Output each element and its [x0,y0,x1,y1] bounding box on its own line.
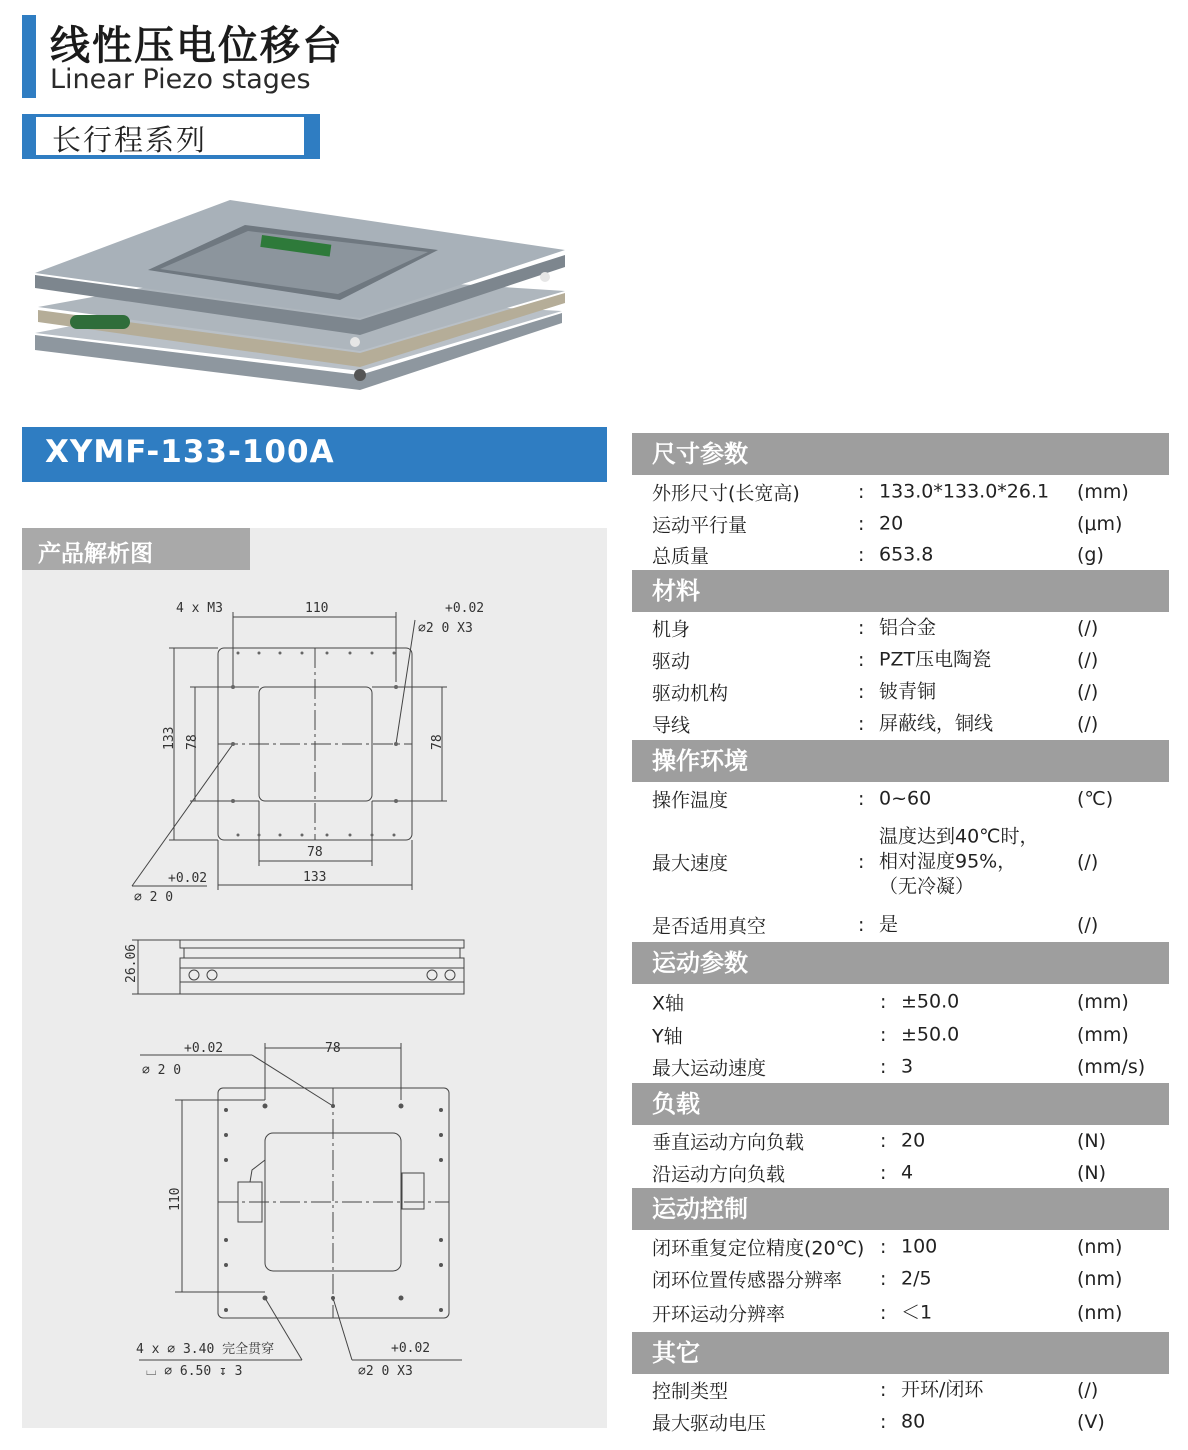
bearing-back [540,272,550,282]
spec-unit: (mm/s) [1077,1056,1146,1078]
spec-label: 闭环位置传感器分辨率 [652,1269,843,1291]
spec-row [632,708,1169,740]
bearing-right [350,337,360,347]
dim-label-inner-h-right: 78 [430,734,445,750]
spec-colon: : [858,788,865,810]
spec-colon: : [880,1130,887,1152]
spec-unit: (nm) [1077,1302,1123,1324]
bearing-front [354,369,366,381]
holes-spec-line2: ⌴ ∅ 6.50 ↧ 3 [146,1364,243,1379]
spec-unit: (/) [1077,1379,1099,1401]
spec-table [632,433,1169,1438]
holes-spec-line1: 4 x ∅ 3.40 完全贯穿 [136,1342,275,1357]
leader [252,1055,333,1106]
spec-row [632,1230,1169,1263]
side-view [132,940,464,994]
spec-value: 100 [901,1235,938,1257]
spec-unit: (V) [1077,1411,1105,1433]
spec-row [632,612,1169,644]
dim-label-tol-left: +0.02 [184,1041,224,1056]
page-title-en: Linear Piezo stages [50,64,311,95]
spec-row [632,984,1169,1019]
spec-row [632,1157,1169,1188]
dim-label-pin-right: ∅2 0 X3 [358,1364,413,1379]
spec-colon: : [858,512,865,535]
spec-label: 驱动机构 [652,682,729,705]
spec-unit: (/) [1077,649,1099,671]
spec-unit: (mm) [1077,1024,1129,1046]
spec-value: 20 [879,512,904,534]
spec-label: 控制类型 [652,1380,729,1403]
spec-colon: : [880,1235,887,1258]
dim-label-tol-bottom: +0.02 [168,871,208,886]
spec-colon: : [858,713,865,735]
spec-value: 4 [901,1161,914,1183]
spec-unit: (/) [1077,914,1099,936]
dim-label-outer-h: 133 [162,726,177,750]
dim-label-height-bottom: 110 [168,1187,183,1211]
product-image [30,195,575,410]
spec-value: ±50.0 [901,990,960,1012]
spec-value: 铝合金 [879,616,937,639]
connector-right [402,1173,424,1209]
spec-unit: (μm) [1077,512,1123,535]
flex-cable-left [70,315,130,329]
spec-section-header: 其它 [632,1332,1169,1374]
dim-label-tol-top: +0.02 [445,601,485,616]
spec-row [632,816,1169,908]
spec-row [632,782,1169,816]
spec-section-header: 运动参数 [632,942,1169,984]
spec-label: 沿运动方向负载 [652,1163,786,1185]
spec-colon: : [880,1267,887,1290]
spec-colon: : [858,543,865,566]
spec-value: ±50.0 [901,1023,960,1046]
dim-label-pin-top: ∅2 0 X3 [418,621,473,636]
spec-value: 铍青铜 [879,680,937,703]
spec-unit: (N) [1077,1161,1107,1184]
spec-row [632,676,1169,708]
spec-colon: : [858,914,865,936]
spec-row [632,644,1169,676]
page-title-cn: 线性压电位移台 [50,23,344,69]
spec-unit: (g) [1077,543,1104,566]
spec-unit: (nm) [1077,1267,1123,1290]
spec-row [632,1263,1169,1294]
spec-colon: : [880,1056,887,1078]
spec-colon: : [858,851,865,873]
spec-value: PZT压电陶瓷 [879,648,992,671]
spec-colon: : [858,681,865,703]
spec-label: 总质量 [652,545,710,567]
spec-row [632,1019,1169,1051]
spec-unit: (mm) [1077,990,1129,1013]
spec-unit: (nm) [1077,1235,1123,1258]
spec-label: X轴 [652,992,685,1014]
spec-value: 0~60 [879,787,932,810]
spec-label: Y轴 [652,1025,683,1048]
dim-label-holes: 4 x M3 [176,601,223,616]
spec-colon: : [858,617,865,639]
header-accent-bar [22,15,36,98]
spec-label: 垂直运动方向负载 [652,1131,805,1154]
spec-unit: (/) [1077,617,1099,639]
spec-section-header: 操作环境 [632,740,1169,782]
spec-colon: : [880,990,887,1013]
spec-label: 闭环重复定位精度(20℃) [652,1237,865,1259]
side-mid [184,948,460,958]
spec-row [632,508,1169,539]
dim-label-height: 26.06 [124,943,139,983]
spec-unit: (/) [1077,681,1099,703]
spec-label: 最大运动速度 [652,1057,767,1080]
spec-label: 是否适用真空 [652,915,767,938]
spec-section-header: 负载 [632,1083,1169,1125]
spec-label: 外形尺寸(长宽高) [652,482,800,504]
dim-label-inner-h-left: 78 [185,734,200,750]
spec-row [632,1125,1169,1157]
spec-row [632,475,1169,508]
spec-colon: : [880,1379,887,1401]
spec-row [632,1374,1169,1406]
spec-value: 3 [901,1055,914,1078]
spec-section-header: 运动控制 [632,1188,1169,1230]
spec-unit: (/) [1077,713,1099,735]
spec-label: 最大驱动电压 [652,1412,767,1435]
dim-label-pin-left: ∅ 2 0 [142,1063,182,1078]
dim-label-inner-w: 78 [307,845,323,860]
spec-row [632,1406,1169,1438]
spec-unit: (℃) [1077,788,1114,810]
cable-path [250,1160,265,1182]
dim-label-top: 78 [325,1041,341,1056]
side-bottom-plate [180,982,464,994]
dim-label-outer-w: 133 [303,870,327,885]
spec-label: 运动平行量 [652,514,748,536]
spec-row [632,1294,1169,1332]
spec-value: 2/5 [901,1267,932,1289]
side-mid-plate [180,958,464,968]
spec-value: 133.0*133.0*26.1 [879,480,1050,502]
spec-unit: (N) [1077,1130,1107,1152]
spec-colon: : [880,1411,887,1433]
top-view [132,612,447,890]
spec-row [632,539,1169,570]
dim-label-width: 110 [305,601,329,616]
drawing-title: 产品解析图 [38,541,153,567]
side-bottom [180,968,464,982]
series-label: 长行程系列 [52,123,208,157]
spec-colon: : [880,1161,887,1184]
dim-label-tol-right: +0.02 [391,1341,431,1356]
spec-value: 是 [879,913,899,936]
spec-label: 导线 [652,714,691,737]
bottom-view [139,1043,462,1360]
spec-value: 开环/闭环 [901,1378,984,1401]
spec-label: 开环运动分辨率 [652,1303,786,1326]
spec-colon: : [880,1302,887,1324]
spec-label: 最大速度 [652,852,729,875]
leader [333,1298,352,1360]
model-number: XYMF-133-100A [45,434,335,470]
spec-colon: : [858,649,865,671]
spec-label: 操作温度 [652,789,729,812]
spec-unit: (mm) [1077,480,1129,503]
spec-colon: : [880,1024,887,1046]
spec-value: 80 [901,1410,926,1433]
spec-label: 机身 [652,618,691,641]
technical-drawing [22,570,607,1428]
spec-section-header: 尺寸参数 [632,433,1169,475]
spec-value: 20 [901,1129,926,1152]
spec-row [632,1051,1169,1083]
spec-label: 驱动 [652,650,691,673]
spec-value: 屏蔽线，铜线 [879,712,994,735]
spec-value: 653.8 [879,543,934,565]
spec-value: 温度达到40℃时， 相对湿度95%， （无冷凝） [879,825,1039,898]
spec-value: ＜1 [901,1301,933,1324]
spec-section-header: 材料 [632,570,1169,612]
spec-colon: : [858,480,865,503]
spec-row [632,908,1169,942]
dim-label-pin-bottom: ∅ 2 0 [134,890,174,905]
side-top-plate [180,940,464,948]
spec-unit: (/) [1077,851,1099,873]
